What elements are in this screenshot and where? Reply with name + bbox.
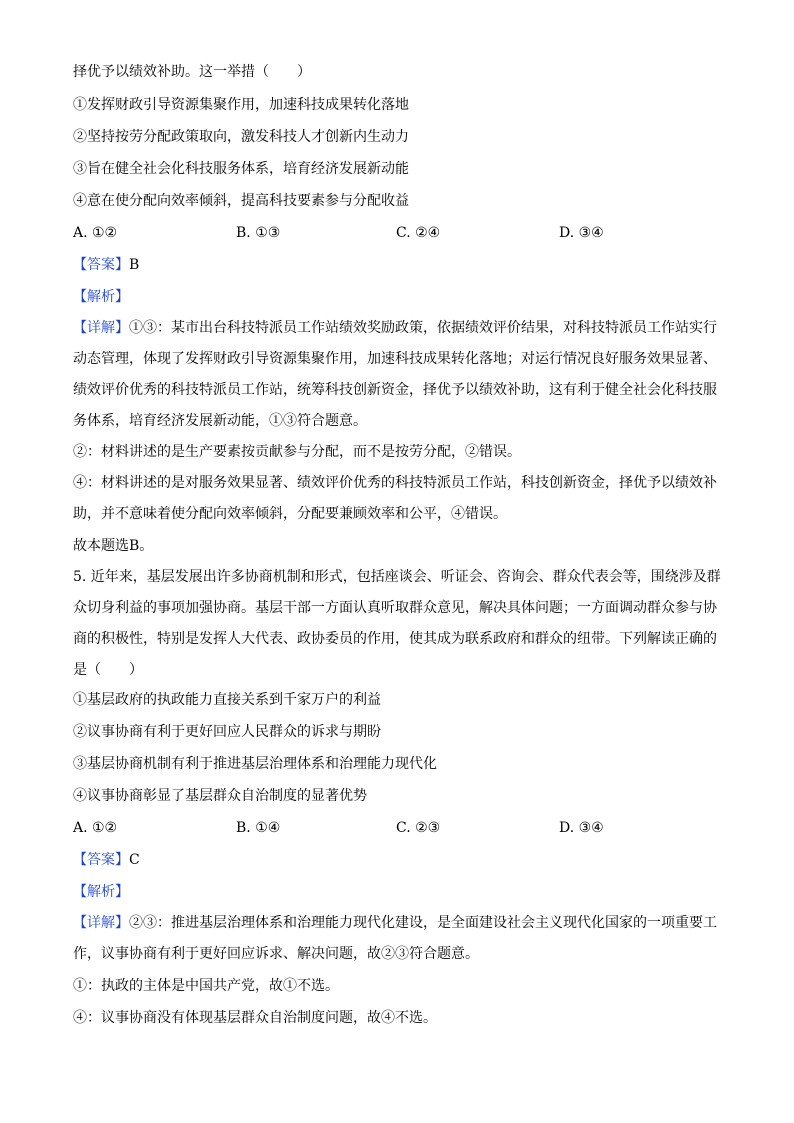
q5-statement-2: ②议事协商有利于更好回应人民群众的诉求与期盼 [73, 724, 381, 740]
q5-option-a: A. ①② [73, 820, 118, 836]
q5-stem-line-4: 是（ ） [73, 662, 143, 678]
q5-detail [73, 908, 723, 970]
q4-option-c: C. ②④ [396, 225, 441, 241]
q4-answer [73, 255, 139, 275]
q4-statement-3: ③旨在健全社会化科技服务体系，培育经济发展新动能 [73, 161, 409, 177]
q5-option-b: B. ①④ [236, 820, 281, 836]
q4-option-a: A. ①② [73, 225, 118, 241]
q4-statement-2: ②坚持按劳分配政策取向，激发科技人才创新内生动力 [73, 129, 409, 145]
q5-note-1: ①：执政的主体是中国共产党，故①不选。 [73, 978, 339, 994]
q5-answer-value: C [129, 852, 140, 868]
q4-answer-value: B [129, 257, 140, 273]
q5-detail-line-2: 作，议事协商有利于更好回应诉求、解决问题，故②③符合题意。 [73, 946, 479, 962]
q4-option-d: D. ③④ [559, 225, 604, 241]
q5-option-d: D. ③④ [559, 820, 604, 836]
q4-note-4-line-2: 助，并不意味着使分配向效率倾斜，分配要兼顾效率和公平，④错误。 [73, 506, 507, 522]
q5-options [73, 818, 723, 838]
q4-detail-tag: 【详解】 [73, 320, 129, 336]
q5-detail-tag: 【详解】 [73, 915, 129, 931]
q4-note-4 [73, 468, 723, 530]
q4-detail-line-1: ①③：某市出台科技特派员工作站绩效奖励政策，依据绩效评价结果，对科技特派员工作站实行 [129, 320, 717, 336]
q4-detail-line-3: 绩效评价优秀的科技特派员工作站，统筹科技创新资金，择优予以绩效补助，这有利于健全社会化科技服 [73, 382, 717, 398]
q5-option-c: C. ②③ [396, 820, 441, 836]
q4-answer-tag: 【答案】 [73, 257, 129, 273]
q4-stem-tail: 择优予以绩效补助。这一举措（ ） [73, 64, 311, 80]
q5-answer-tag: 【答案】 [73, 852, 129, 868]
q4-note-4-line-1: ④：材料讲述的是对服务效果显著、绩效评价优秀的科技特派员工作站，科技创新资金，择优予以绩效补 [73, 475, 717, 491]
q5-stem-line-2: 众切身利益的事项加强协商。基层干部一方面认真听取群众意见，解决具体问题；一方面调动群众参与协 [73, 600, 717, 616]
q5-analysis-tag: 【解析】 [73, 884, 129, 900]
q5-stem-line-3: 商的积极性，特别是发挥人大代表、政协委员的作用，使其成为联系政府和群众的纽带。下列解读正确的 [73, 631, 717, 647]
q4-analysis-tag: 【解析】 [73, 289, 129, 305]
q5-note-4: ④：议事协商没有体现基层群众自治制度问题，故④不选。 [73, 1010, 437, 1026]
q4-note-2: ②：材料讲述的是生产要素按贡献参与分配，而不是按劳分配，②错误。 [73, 444, 521, 460]
q4-statement-4: ④意在使分配向效率倾斜，提高科技要素参与分配收益 [73, 193, 409, 209]
q4-statement-1: ①发挥财政引导资源集聚作用，加速科技成果转化落地 [73, 97, 409, 113]
q5-stem [73, 562, 723, 686]
q5-detail-line-1: ②③：推进基层治理体系和治理能力现代化建设，是全面建设社会主义现代化国家的一项重要工 [129, 915, 717, 931]
q4-detail-line-2: 动态管理，体现了发挥财政引导资源集聚作用，加速科技成果转化落地；对运行情况良好服务效果显著、 [73, 351, 717, 367]
q4-option-b: B. ①③ [236, 225, 281, 241]
q4-detail-line-4: 务体系，培育经济发展新动能，①③符合题意。 [73, 413, 367, 429]
q5-answer [73, 850, 140, 870]
q5-statement-4: ④议事协商彰显了基层群众自治制度的显著优势 [73, 788, 367, 804]
q4-detail [73, 313, 723, 437]
q5-stem-line-1: 5. 近年来，基层发展出许多协商机制和形式，包括座谈会、听证会、咨询会、群众代表会等，围绕涉及群 [73, 569, 721, 585]
q5-statement-1: ①基层政府的执政能力直接关系到千家万户的利益 [73, 692, 381, 708]
q5-statement-3: ③基层协商机制有利于推进基层治理体系和治理能力现代化 [73, 756, 437, 772]
q4-conclusion: 故本题选B。 [73, 538, 154, 554]
q4-options [73, 223, 723, 243]
